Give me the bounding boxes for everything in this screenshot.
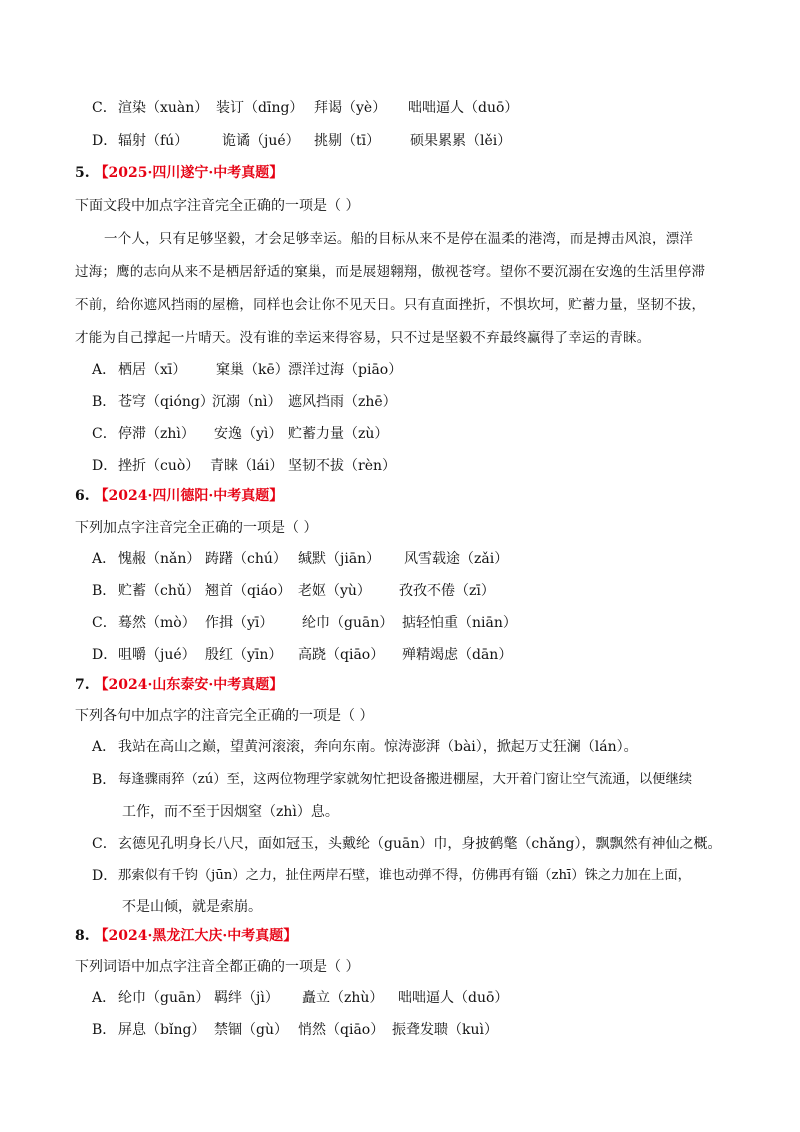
option-letter: C． — [92, 836, 117, 852]
question-number: 5. — [75, 165, 90, 181]
option-letter: A． — [92, 739, 117, 755]
option-item: 振聋发聩（kuì） — [392, 1022, 498, 1038]
option-letter: C． — [92, 100, 117, 116]
option-item: 贮蓄（chǔ） — [118, 583, 200, 599]
option-item: 纶巾（guān） — [302, 615, 394, 631]
option-letter: D． — [92, 868, 118, 884]
question-number: 7. — [75, 677, 90, 693]
q5-passage-line: 一个人，只有足够坚毅，才会足够幸运。船的目标从来不是停在温柔的港湾，而是搏击风浪，漂洋 — [104, 231, 694, 247]
option-item: 风雪载途（zǎi） — [404, 551, 509, 567]
option-item: 装订（dīng） — [216, 100, 304, 116]
option-letter: C． — [92, 615, 117, 631]
option-item: 翘首（qiáo） — [205, 583, 292, 599]
q7-stem: 下列各句中加点字的注音完全正确的一项是（ ） — [75, 708, 374, 724]
q5-passage-line: 不前，给你遮风挡雨的屋檐，同样也会让你不见天日。只有直面挫折，不惧坎坷，贮蓄力量，坚韧不拔， — [75, 297, 706, 313]
option-item: 高跷（qiāo） — [298, 647, 385, 663]
q6-stem: 下列加点字注音完全正确的一项是（ ） — [75, 520, 318, 536]
option-item: 渲染（xuàn） — [118, 100, 209, 116]
option-item: 作揖（yī） — [205, 615, 274, 631]
option-item: 缄默（jiān） — [298, 551, 381, 567]
option-text: 每逢骤雨猝（zú）至，这两位物理学家就匆忙把设备搬进棚屋，大开着门窗让空气流通，以便继续 — [118, 772, 693, 787]
option-item: 殷红（yīn） — [205, 647, 283, 663]
option-item: 悄然（qiāo） — [298, 1022, 385, 1038]
option-letter: D． — [92, 647, 118, 663]
option-letter: B． — [92, 583, 117, 599]
option-letter: C． — [92, 426, 117, 442]
option-text: 我站在高山之巅，望黄河滚滚，奔向东南。惊涛澎湃（bài），掀起万丈狂澜（lán）。 — [118, 739, 638, 755]
q5-passage-line: 才能为自己撑起一片晴天。没有谁的幸运来得容易，只不过是坚毅不弃最终赢得了幸运的青睐。 — [75, 330, 651, 346]
q8-heading — [75, 926, 297, 946]
option-item: 漂洋过海（piāo） — [288, 362, 403, 378]
source-tag: 【2024·四川德阳·中考真题】 — [94, 488, 284, 504]
option-item: 硕果累累（lěi） — [410, 133, 512, 149]
option-item: 拜谒（yè） — [314, 100, 387, 116]
option-item: 愧赧（nǎn） — [118, 551, 201, 567]
option-item: 咄咄逼人（duō） — [398, 990, 509, 1006]
option-item: 窠巢（kē） — [216, 362, 289, 378]
q7-option-d-continued: 不是山倾，就是索崩。 — [122, 899, 262, 915]
option-letter: A． — [92, 551, 117, 567]
option-letter: A． — [92, 362, 117, 378]
source-tag: 【2025·四川遂宁·中考真题】 — [94, 165, 284, 181]
option-letter: B． — [92, 394, 117, 410]
q5-heading — [75, 163, 283, 183]
option-item: 纶巾（guān） — [118, 990, 210, 1006]
option-item: 踌躇（chú） — [205, 551, 287, 567]
question-number: 8. — [75, 928, 90, 944]
option-item: 殚精竭虑（dān） — [402, 647, 513, 663]
option-item: 遮风挡雨（zhē） — [288, 394, 397, 410]
option-item: 青睐（lái） — [210, 458, 284, 474]
option-item: 贮蓄力量（zù） — [288, 426, 389, 442]
option-item: 孜孜不倦（zī） — [399, 583, 495, 599]
source-tag: 【2024·山东泰安·中考真题】 — [94, 677, 284, 693]
option-item: 咄咄逼人（duō） — [408, 100, 519, 116]
option-item: 坚韧不拔（rèn） — [288, 458, 396, 474]
option-letter: B． — [92, 1022, 117, 1038]
q8-stem: 下列词语中加点字注音全都正确的一项是（ ） — [75, 959, 360, 975]
option-text: 那索似有千钧（jūn）之力，扯住两岸石壁，谁也动弹不得，仿佛再有锱（zhī）铢之力加在上面， — [118, 868, 691, 883]
option-item: 屏息（bǐng） — [118, 1022, 206, 1038]
option-item: 苍穹（qióng） — [118, 394, 214, 410]
option-item: 辐射（fú） — [118, 133, 189, 149]
option-item: 栖居（xī） — [118, 362, 187, 378]
option-letter: B． — [92, 772, 117, 788]
q7-option-b-continued: 工作，而不至于因烟窒（zhì）息。 — [122, 804, 339, 820]
q6-heading — [75, 486, 283, 506]
option-letter: D． — [92, 458, 118, 474]
option-item: 安逸（yì） — [214, 426, 283, 442]
option-item: 挫折（cuò） — [118, 458, 200, 474]
q5-passage-line: 过海；鹰的志向从来不是栖居舒适的窠巢，而是展翅翱翔，傲视苍穹。望你不要沉溺在安逸的生活里停滞 — [75, 264, 706, 280]
option-item: 停滞（zhì） — [118, 426, 195, 442]
option-item: 老妪（yù） — [298, 583, 371, 599]
option-item: 咀嚼（jué） — [118, 647, 196, 663]
option-letter: A． — [92, 990, 117, 1006]
source-tag: 【2024·黑龙江大庆·中考真题】 — [94, 928, 298, 944]
option-text: 玄德见孔明身长八尺，面如冠玉，头戴纶（guān）巾，身披鹤氅（chǎng），飘飘然有神仙之概。 — [118, 836, 722, 852]
question-number: 6. — [75, 488, 90, 504]
q7-heading — [75, 675, 283, 695]
option-item: 羁绊（jì） — [214, 990, 279, 1006]
option-item: 禁锢（gù） — [214, 1022, 288, 1038]
option-item: 挑剔（tī） — [314, 133, 381, 149]
q5-stem: 下面文段中加点字注音完全正确的一项是（ ） — [75, 198, 360, 214]
option-item: 诡谲（jué） — [222, 133, 300, 149]
option-item: 矗立（zhù） — [302, 990, 384, 1006]
option-item: 沉溺（nì） — [212, 394, 282, 410]
option-item: 蓦然（mò） — [118, 615, 196, 631]
option-item: 掂轻怕重（niān） — [402, 615, 517, 631]
option-letter: D． — [92, 133, 118, 149]
